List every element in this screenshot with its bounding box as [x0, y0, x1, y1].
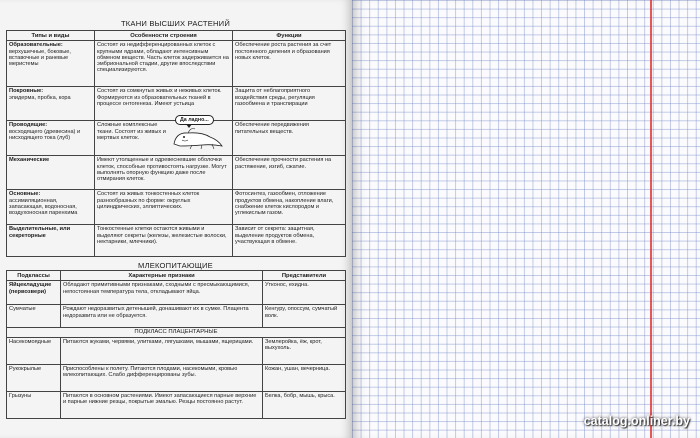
subclass-name: Яйцекладущие (первозвери)	[7, 281, 61, 305]
structure-cell: Состоят из недифференцированных клеток с крупными ядрами, обладают интенсивным обменом веществ. Часть клеток задерживается на эмбриональной стадии, другие впоследствии специализируются.	[95, 41, 233, 87]
representatives-cell: Кожан, ушан, вечерница.	[263, 364, 346, 391]
table-row	[7, 364, 346, 391]
function-cell: Защита от неблагоприятного воздействия среды, регуляция газообмена и транспирации	[233, 87, 346, 121]
tissue-subtypes: ассимиляционная, запасающая, водоносная, воздухоносная паренхима	[9, 197, 78, 217]
tissue-subtypes: верхушечные, боковые, вставочные и раневые меристемы	[9, 48, 71, 68]
watermark: catalog.onliner.by	[583, 414, 690, 428]
mammals-table	[6, 270, 346, 419]
structure-cell: Тонкостенные клетки остаются живыми и выделяют секреты (железы, железистые волоски, нектарники, млечники).	[95, 225, 233, 257]
representatives-cell: Землеройка, ёж, крот, выхухоль.	[263, 337, 346, 364]
structure-cell: Состоят из живых тонкостенных клеток разнообразных по форме: округлых цилиндрических, эллиптических.	[95, 190, 233, 225]
tissue-subtypes: эпидерма, пробка, кора	[9, 94, 71, 101]
mammals-title: МЛЕКОПИТАЮЩИЕ	[138, 261, 213, 270]
function-cell: Обеспечение прочности растения на растяжение, изгиб, сжатие.	[233, 156, 346, 190]
grid-page	[352, 0, 700, 438]
table-row	[7, 225, 346, 257]
structure-cell: Имеют утолщенные и одревесневшие оболочки клеток, способные противостоять нагрузке. Могут выполнять опорную функцию даже после отмирания клеток.	[95, 156, 233, 190]
tissue-type: Проводящие:	[9, 122, 48, 129]
function-cell: Фотосинтез, газообмен, отложение продуктов обмена, накопление влаги, снабжение клеток кислородом и углекислым газом.	[233, 190, 346, 225]
subclass-title-row	[7, 328, 346, 337]
col-header: Представители	[263, 271, 346, 281]
order-name: Рукокрылые	[7, 364, 61, 391]
table-row	[7, 156, 346, 190]
function-cell: Обеспечение передвижения питательных веществ.	[233, 121, 346, 156]
structure-cell: Сложные комплексные ткани. Состоят из живых и мертвых клеток.	[95, 121, 233, 156]
tissue-subtypes: восходящего (древесина) и нисходящего тока (луб)	[9, 128, 81, 141]
representatives-cell: Утконос, ехидна.	[263, 281, 346, 305]
representatives-cell: Белка, бобр, мышь, крыса.	[263, 391, 346, 418]
structure-cell: Состоят из сомкнутых живых и неживых клеток. Формируются из образовательных тканей в процессе онтогенеза. Имеют устьица	[95, 87, 233, 121]
table-row	[7, 281, 346, 305]
col-header: Подклассы	[7, 271, 61, 281]
table-row	[7, 391, 346, 418]
table-header-row	[7, 271, 346, 281]
tissue-type: Образовательные:	[9, 42, 63, 49]
col-header: Особенности строения	[95, 31, 233, 41]
traits-cell: Приспособлены к полету. Питаются плодами, насекомыми, кровью млекопитающих. Слабо дифференцированы зубы.	[61, 364, 263, 391]
tissue-type: Механические	[9, 157, 50, 164]
representatives-cell: Кенгуру, опоссум, сумчатый волк.	[263, 305, 346, 328]
table-row	[7, 305, 346, 328]
function-cell: Обеспечение роста растения за счет постоянного деления и образования новых клеток.	[233, 41, 346, 87]
tissue-type: Выделительные, или секреторные	[9, 226, 71, 239]
creature-doodle-icon	[172, 124, 224, 150]
table-row	[7, 190, 346, 225]
col-header: Функции	[233, 31, 346, 41]
table-row	[7, 337, 346, 364]
traits-cell: Рождают недоразвитых детенышей, донашивают их в сумке. Плацента недоразвита или не образуется.	[61, 305, 263, 328]
function-cell: Зависит от секрета: защитная, выделение продуктов обмена, участвующая в обмене.	[233, 225, 346, 257]
order-name: Грызуны	[7, 391, 61, 418]
order-name: Насекомоядные	[7, 337, 61, 364]
table-header-row	[7, 31, 346, 41]
traits-cell: Питаются жуками, червями, улитками, лягушками, мышами, ящерицами.	[61, 337, 263, 364]
traits-cell: Обладают примитивными признаками, сходными с пресмыкающимися, непостоянная температура тела, откладывают яйца.	[61, 281, 263, 305]
col-header: Типы и виды	[7, 31, 95, 41]
plants-title: ТКАНИ ВЫСШИХ РАСТЕНИЙ	[120, 19, 231, 28]
table-row	[7, 41, 346, 87]
subclass-title: ПОДКЛАСС ПЛАЦЕНТАРНЫЕ	[7, 328, 346, 337]
traits-cell: Питаются в основном растениями. Имеют запасающиеся парные верхние и парные нижние резцы, покрытые эмалью. Резцы постоянно растут.	[61, 391, 263, 418]
tissue-type: Покровные:	[9, 88, 44, 95]
tissue-type: Основные:	[9, 191, 41, 198]
speech-bubble: Да ладно...	[175, 115, 214, 125]
col-header: Характерные признаки	[61, 271, 263, 281]
subclass-name: Сумчатые	[7, 305, 61, 328]
margin-line	[650, 0, 652, 438]
